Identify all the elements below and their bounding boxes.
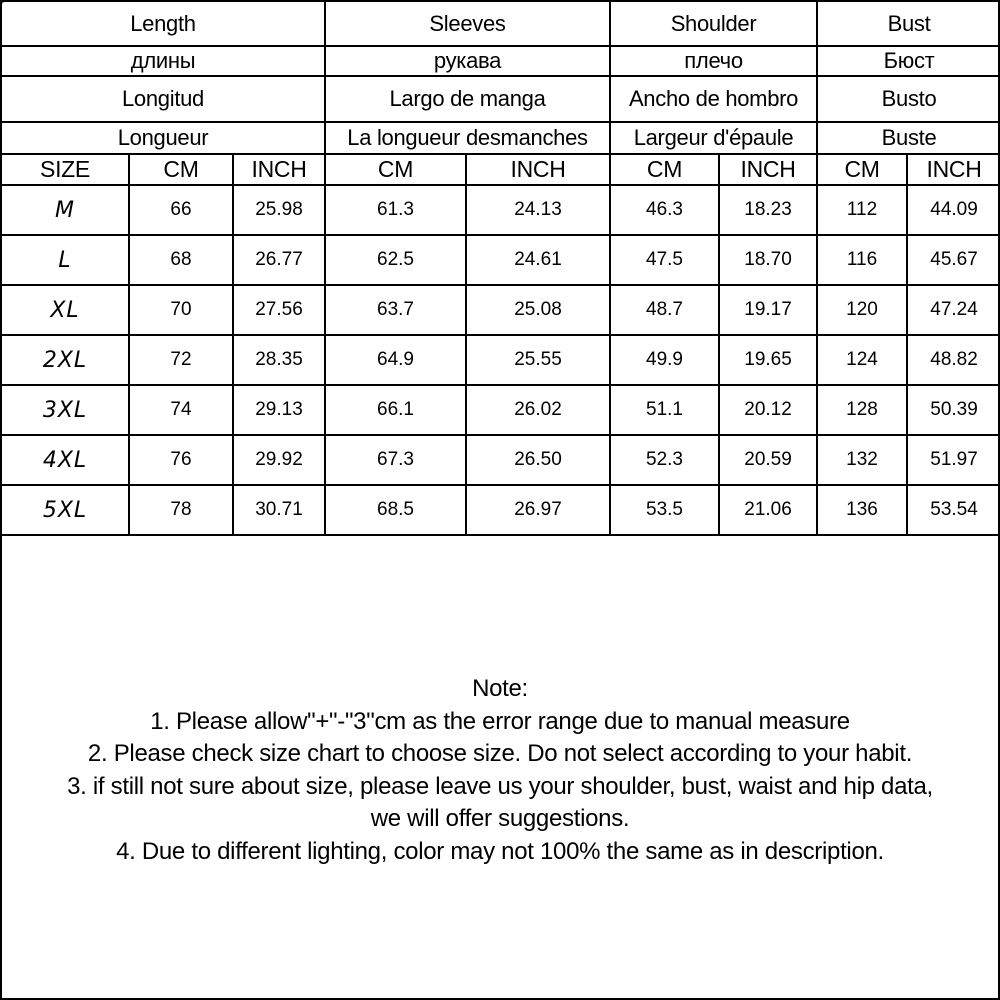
size-cell: XL bbox=[1, 285, 129, 335]
note-block bbox=[0, 673, 1000, 868]
length-inch-cell: 29.13 bbox=[233, 385, 325, 435]
sleeves-inch-cell: 26.50 bbox=[466, 435, 610, 485]
bust-cm-cell: 116 bbox=[817, 235, 907, 285]
bust-cm-cell: 128 bbox=[817, 385, 907, 435]
header-length-es: Longitud bbox=[1, 76, 325, 122]
sleeves-cm-cell: 61.3 bbox=[325, 185, 466, 235]
note-line: 1. Please allow"+"-"3"cm as the error range due to manual measure bbox=[150, 707, 850, 735]
unit-length-inch: INCH bbox=[233, 154, 325, 185]
unit-bust-cm: CM bbox=[817, 154, 907, 185]
size-cell: 3XL bbox=[1, 385, 129, 435]
shoulder-cm-cell: 49.9 bbox=[610, 335, 719, 385]
unit-length-cm: CM bbox=[129, 154, 233, 185]
header-row-french bbox=[1, 122, 1000, 154]
size-cell: L bbox=[1, 235, 129, 285]
header-bust-en: Bust bbox=[817, 1, 1000, 46]
header-row-russian bbox=[1, 46, 1000, 76]
size-cell: 5XL bbox=[1, 485, 129, 535]
size-cell: 2XL bbox=[1, 335, 129, 385]
bust-inch-cell: 50.39 bbox=[907, 385, 1000, 435]
shoulder-cm-cell: 51.1 bbox=[610, 385, 719, 435]
header-sleeves-fr: La longueur desmanches bbox=[325, 122, 610, 154]
unit-sleeves-cm: CM bbox=[325, 154, 466, 185]
header-shoulder-fr: Largeur d'épaule bbox=[610, 122, 817, 154]
header-sleeves-es: Largo de manga bbox=[325, 76, 610, 122]
header-sleeves-en: Sleeves bbox=[325, 1, 610, 46]
header-sleeves-ru: рукава bbox=[325, 46, 610, 76]
bust-inch-cell: 47.24 bbox=[907, 285, 1000, 335]
shoulder-inch-cell: 19.17 bbox=[719, 285, 817, 335]
table-row bbox=[1, 435, 1000, 485]
sleeves-inch-cell: 25.08 bbox=[466, 285, 610, 335]
shoulder-cm-cell: 47.5 bbox=[610, 235, 719, 285]
size-cell: 4XL bbox=[1, 435, 129, 485]
sleeves-cm-cell: 62.5 bbox=[325, 235, 466, 285]
bust-inch-cell: 44.09 bbox=[907, 185, 1000, 235]
length-inch-cell: 27.56 bbox=[233, 285, 325, 335]
shoulder-inch-cell: 18.70 bbox=[719, 235, 817, 285]
shoulder-inch-cell: 20.59 bbox=[719, 435, 817, 485]
bust-inch-cell: 48.82 bbox=[907, 335, 1000, 385]
unit-bust-inch: INCH bbox=[907, 154, 1000, 185]
sleeves-cm-cell: 68.5 bbox=[325, 485, 466, 535]
table-row bbox=[1, 385, 1000, 435]
length-cm-cell: 66 bbox=[129, 185, 233, 235]
sleeves-cm-cell: 66.1 bbox=[325, 385, 466, 435]
bust-cm-cell: 112 bbox=[817, 185, 907, 235]
header-bust-ru: Бюст bbox=[817, 46, 1000, 76]
note-line: 3. if still not sure about size, please leave us your shoulder, bust, waist and hip data, bbox=[67, 772, 933, 800]
sleeves-inch-cell: 25.55 bbox=[466, 335, 610, 385]
header-row-spanish bbox=[1, 76, 1000, 122]
bust-cm-cell: 132 bbox=[817, 435, 907, 485]
header-shoulder-ru: плечо bbox=[610, 46, 817, 76]
note-line: we will offer suggestions. bbox=[370, 805, 630, 832]
bust-inch-cell: 45.67 bbox=[907, 235, 1000, 285]
shoulder-cm-cell: 48.7 bbox=[610, 285, 719, 335]
unit-size: SIZE bbox=[1, 154, 129, 185]
header-length-ru: длины bbox=[1, 46, 325, 76]
length-cm-cell: 68 bbox=[129, 235, 233, 285]
header-row-english bbox=[1, 1, 1000, 46]
sleeves-cm-cell: 64.9 bbox=[325, 335, 466, 385]
table-row bbox=[1, 485, 1000, 535]
length-cm-cell: 74 bbox=[129, 385, 233, 435]
length-cm-cell: 78 bbox=[129, 485, 233, 535]
unit-shoulder-inch: INCH bbox=[719, 154, 817, 185]
header-shoulder-es: Ancho de hombro bbox=[610, 76, 817, 122]
size-cell: M bbox=[1, 185, 129, 235]
bust-cm-cell: 136 bbox=[817, 485, 907, 535]
shoulder-inch-cell: 20.12 bbox=[719, 385, 817, 435]
table-row bbox=[1, 185, 1000, 235]
length-cm-cell: 76 bbox=[129, 435, 233, 485]
bust-inch-cell: 53.54 bbox=[907, 485, 1000, 535]
sleeves-inch-cell: 26.97 bbox=[466, 485, 610, 535]
shoulder-cm-cell: 52.3 bbox=[610, 435, 719, 485]
sleeves-inch-cell: 24.13 bbox=[466, 185, 610, 235]
table-row bbox=[1, 285, 1000, 335]
header-bust-es: Busto bbox=[817, 76, 1000, 122]
note-line: 4. Due to different lighting, color may not 100% the same as in description. bbox=[116, 837, 884, 865]
header-length-fr: Longueur bbox=[1, 122, 325, 154]
shoulder-inch-cell: 21.06 bbox=[719, 485, 817, 535]
length-inch-cell: 30.71 bbox=[233, 485, 325, 535]
shoulder-inch-cell: 18.23 bbox=[719, 185, 817, 235]
table-row bbox=[1, 335, 1000, 385]
sleeves-cm-cell: 63.7 bbox=[325, 285, 466, 335]
table-row bbox=[1, 235, 1000, 285]
bust-cm-cell: 120 bbox=[817, 285, 907, 335]
length-inch-cell: 26.77 bbox=[233, 235, 325, 285]
length-cm-cell: 70 bbox=[129, 285, 233, 335]
length-inch-cell: 28.35 bbox=[233, 335, 325, 385]
note-line: 2. Please check size chart to choose size. Do not select according to your habit. bbox=[87, 740, 913, 767]
shoulder-cm-cell: 46.3 bbox=[610, 185, 719, 235]
header-bust-fr: Buste bbox=[817, 122, 1000, 154]
units-row bbox=[1, 154, 1000, 185]
sleeves-cm-cell: 67.3 bbox=[325, 435, 466, 485]
shoulder-inch-cell: 19.65 bbox=[719, 335, 817, 385]
shoulder-cm-cell: 53.5 bbox=[610, 485, 719, 535]
header-length-en: Length bbox=[1, 1, 325, 46]
header-shoulder-en: Shoulder bbox=[610, 1, 817, 46]
sleeves-inch-cell: 26.02 bbox=[466, 385, 610, 435]
length-inch-cell: 25.98 bbox=[233, 185, 325, 235]
bust-cm-cell: 124 bbox=[817, 335, 907, 385]
sleeves-inch-cell: 24.61 bbox=[466, 235, 610, 285]
unit-shoulder-cm: CM bbox=[610, 154, 719, 185]
unit-sleeves-inch: INCH bbox=[466, 154, 610, 185]
note-title: Note: bbox=[472, 675, 528, 702]
length-inch-cell: 29.92 bbox=[233, 435, 325, 485]
length-cm-cell: 72 bbox=[129, 335, 233, 385]
bust-inch-cell: 51.97 bbox=[907, 435, 1000, 485]
